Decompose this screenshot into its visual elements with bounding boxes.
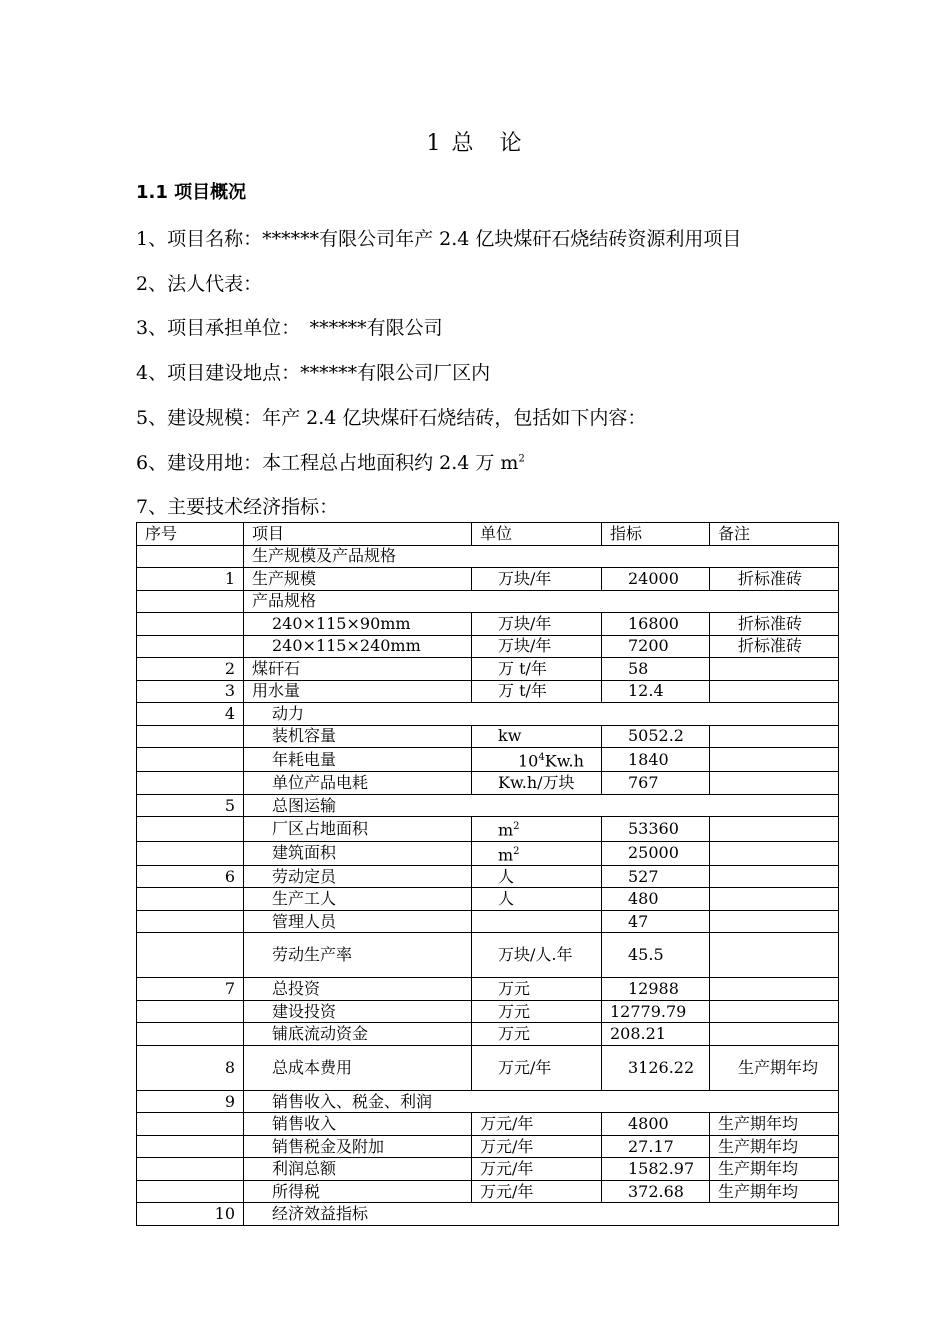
cell-item: 生产规模及产品规格: [244, 545, 839, 568]
table-row: [137, 910, 839, 933]
cell-item: 铺底流动资金: [244, 1023, 472, 1046]
cell-note: [710, 865, 839, 888]
line-legal-rep: 2、法人代表：: [136, 273, 263, 295]
cell-unit: Kw.h/万块: [472, 772, 602, 795]
cell-note: 生产期年均: [710, 1113, 839, 1136]
cell-value: 16800: [602, 613, 710, 636]
cell-unit: 人: [472, 865, 602, 888]
cell-item: 所得税: [244, 1180, 472, 1203]
cell-value: 1582.97: [602, 1158, 710, 1181]
header-unit: 单位: [472, 523, 602, 546]
cell-value: 208.21: [602, 1023, 710, 1046]
cell-item: 总图运输: [244, 794, 839, 817]
cell-value: 45.5: [602, 933, 710, 978]
header-value: 指标: [602, 523, 710, 546]
table-row: [137, 1135, 839, 1158]
cell-no: 10: [137, 1203, 244, 1226]
cell-unit: [472, 910, 602, 933]
line-location: 4、项目建设地点：******有限公司厂区内: [136, 362, 491, 384]
line-scale: 5、建设规模：年产 2.4 亿块煤矸石烧结砖，包括如下内容：: [136, 407, 647, 429]
cell-value: 24000: [602, 568, 710, 591]
cell-unit: 万元: [472, 1000, 602, 1023]
cell-unit: 万元/年: [472, 1113, 602, 1136]
cell-item: 用水量: [244, 680, 472, 703]
cell-note: 折标准砖: [710, 613, 839, 636]
unit-base: 10: [518, 751, 539, 771]
header-note: 备注: [710, 523, 839, 546]
cell-unit: [472, 841, 602, 865]
table-row: [137, 613, 839, 636]
cell-note: [710, 1023, 839, 1046]
table-row: [137, 748, 839, 772]
table-row: [137, 865, 839, 888]
cell-no: 9: [137, 1090, 244, 1113]
cell-unit: 万 t/年: [472, 680, 602, 703]
line-land-text: 6、建设用地：本工程总占地面积约 2.4 万 m: [136, 452, 519, 474]
cell-no: 7: [137, 978, 244, 1001]
cell-unit: 万元/年: [472, 1158, 602, 1181]
cell-value: 1840: [602, 748, 710, 772]
table-row: [137, 978, 839, 1001]
cell-value: 25000: [602, 841, 710, 865]
cell-no: 5: [137, 794, 244, 817]
cell-item: 240×115×240mm: [244, 635, 472, 658]
page-title: 1 总 论: [426, 131, 524, 156]
cell-item: 年耗电量: [244, 748, 472, 772]
cell-item: 生产规模: [244, 568, 472, 591]
table-row: [137, 590, 839, 613]
cell-note: [710, 910, 839, 933]
table-row: [137, 658, 839, 681]
table-row: [137, 1113, 839, 1136]
line-land: [136, 448, 525, 475]
cell-no: 4: [137, 703, 244, 726]
cell-item: 销售收入: [244, 1113, 472, 1136]
cell-unit: 万块/年: [472, 568, 602, 591]
unit-base: m: [498, 844, 514, 864]
cell-no: [137, 635, 244, 658]
line-project-name: 1、项目名称：******有限公司年产 2.4 亿块煤矸石烧结砖资源利用项目: [136, 228, 742, 250]
cell-note: [710, 658, 839, 681]
table-row: [137, 841, 839, 865]
cell-note: 折标准砖: [710, 635, 839, 658]
cell-unit: kw: [472, 725, 602, 748]
cell-value: 4800: [602, 1113, 710, 1136]
cell-unit: 万块/人.年: [472, 933, 602, 978]
cell-value: 7200: [602, 635, 710, 658]
cell-item: 产品规格: [244, 590, 839, 613]
cell-unit: 万元/年: [472, 1180, 602, 1203]
cell-no: [137, 1113, 244, 1136]
cell-no: [137, 1023, 244, 1046]
cell-value: 767: [602, 772, 710, 795]
cell-no: [137, 933, 244, 978]
table-row: [137, 568, 839, 591]
cell-item: 单位产品电耗: [244, 772, 472, 795]
unit-sup: 4: [538, 752, 545, 763]
cell-unit: 万元: [472, 978, 602, 1001]
table-row: [137, 772, 839, 795]
cell-value: 372.68: [602, 1180, 710, 1203]
cell-note: 生产期年均: [710, 1158, 839, 1181]
cell-note: [710, 725, 839, 748]
table-row: [137, 680, 839, 703]
cell-no: [137, 1180, 244, 1203]
table-row: [137, 725, 839, 748]
unit-sup: 2: [513, 845, 520, 857]
cell-no: [137, 748, 244, 772]
unit-base: m: [498, 820, 514, 840]
table-row: [137, 1000, 839, 1023]
cell-unit: [472, 817, 602, 841]
cell-no: 1: [137, 568, 244, 591]
table-row: [137, 1203, 839, 1226]
table-row: [137, 933, 839, 978]
table-row: [137, 703, 839, 726]
cell-no: [137, 1135, 244, 1158]
indicator-table: [136, 522, 839, 1226]
cell-note: [710, 748, 839, 772]
cell-value: 5052.2: [602, 725, 710, 748]
cell-unit: 万元: [472, 1023, 602, 1046]
cell-item: 利润总额: [244, 1158, 472, 1181]
unit-sup: 2: [513, 821, 520, 833]
cell-item: 经济效益指标: [244, 1203, 839, 1226]
cell-unit: 万块/年: [472, 635, 602, 658]
cell-no: [137, 613, 244, 636]
cell-note: [710, 680, 839, 703]
cell-value: 12779.79: [602, 1000, 710, 1023]
cell-unit: [472, 748, 602, 772]
cell-item: 劳动生产率: [244, 933, 472, 978]
cell-unit: 万元/年: [472, 1135, 602, 1158]
table-row: [137, 794, 839, 817]
line-undertaker: 3、项目承担单位： ******有限公司: [136, 317, 443, 339]
cell-item: 总成本费用: [244, 1045, 472, 1090]
table-row: [137, 817, 839, 841]
line-indicators: 7、主要技术经济指标：: [136, 496, 339, 518]
unit-post: Kw.h: [544, 751, 584, 771]
cell-note: [710, 933, 839, 978]
cell-item: 总投资: [244, 978, 472, 1001]
table-row: [137, 545, 839, 568]
cell-note: [710, 1000, 839, 1023]
table-row: [137, 1045, 839, 1090]
cell-no: 6: [137, 865, 244, 888]
cell-note: 生产期年均: [710, 1180, 839, 1203]
cell-no: [137, 772, 244, 795]
table-row: [137, 1023, 839, 1046]
cell-item: 销售税金及附加: [244, 1135, 472, 1158]
table-row: [137, 1090, 839, 1113]
cell-value: 480: [602, 888, 710, 911]
cell-note: [710, 817, 839, 841]
header-no: 序号: [137, 523, 244, 546]
cell-value: 27.17: [602, 1135, 710, 1158]
cell-unit: 万块/年: [472, 613, 602, 636]
cell-item: 厂区占地面积: [244, 817, 472, 841]
cell-value: 527: [602, 865, 710, 888]
cell-note: [710, 841, 839, 865]
header-item: 项目: [244, 523, 472, 546]
cell-unit: 万 t/年: [472, 658, 602, 681]
cell-no: [137, 910, 244, 933]
cell-no: 2: [137, 658, 244, 681]
cell-value: 12.4: [602, 680, 710, 703]
cell-item: 管理人员: [244, 910, 472, 933]
cell-item: 销售收入、税金、利润: [244, 1090, 839, 1113]
cell-item: 建设投资: [244, 1000, 472, 1023]
cell-no: [137, 1000, 244, 1023]
line-land-sup: 2: [518, 453, 525, 465]
cell-item: 动力: [244, 703, 839, 726]
cell-item: 生产工人: [244, 888, 472, 911]
cell-value: 53360: [602, 817, 710, 841]
cell-no: [137, 817, 244, 841]
cell-no: 3: [137, 680, 244, 703]
cell-no: [137, 545, 244, 568]
cell-unit: 万元/年: [472, 1045, 602, 1090]
cell-no: [137, 841, 244, 865]
cell-no: [137, 888, 244, 911]
cell-value: 58: [602, 658, 710, 681]
cell-no: 8: [137, 1045, 244, 1090]
section-heading: 1.1 项目概况: [136, 182, 247, 203]
cell-value: 47: [602, 910, 710, 933]
cell-note: 生产期年均: [710, 1135, 839, 1158]
table-row: [137, 1180, 839, 1203]
table-row: [137, 635, 839, 658]
cell-unit: 人: [472, 888, 602, 911]
cell-item: 煤矸石: [244, 658, 472, 681]
cell-no: [137, 1158, 244, 1181]
cell-note: [710, 772, 839, 795]
cell-value: 3126.22: [602, 1045, 710, 1090]
cell-note: 折标准砖: [710, 568, 839, 591]
cell-item: 劳动定员: [244, 865, 472, 888]
cell-item: 建筑面积: [244, 841, 472, 865]
cell-value: 12988: [602, 978, 710, 1001]
cell-item: 装机容量: [244, 725, 472, 748]
table-row: [137, 888, 839, 911]
cell-note: [710, 978, 839, 1001]
cell-note: [710, 888, 839, 911]
table-header-row: [137, 523, 839, 546]
cell-no: [137, 725, 244, 748]
cell-note: 生产期年均: [710, 1045, 839, 1090]
cell-item: 240×115×90mm: [244, 613, 472, 636]
table-row: [137, 1158, 839, 1181]
cell-no: [137, 590, 244, 613]
